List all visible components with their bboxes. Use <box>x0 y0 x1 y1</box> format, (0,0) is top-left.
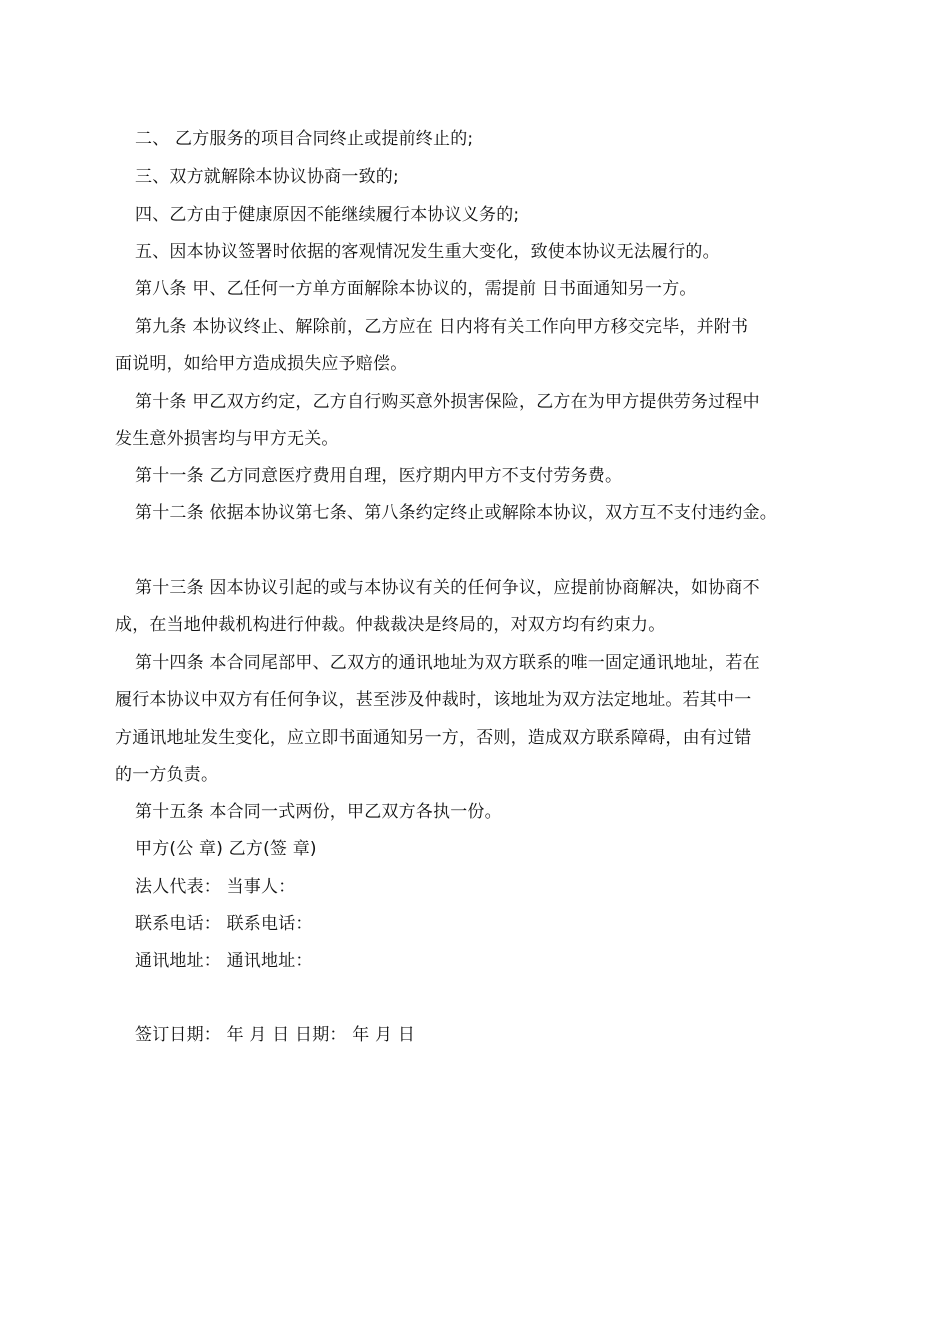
contact-phones: 联系电话： 联系电话： <box>135 914 313 934</box>
article-15: 第十五条 本合同一式两份，甲乙双方各执一份。 <box>135 802 502 822</box>
article-12: 第十二条 依据本协议第七条、第八条约定终止或解除本协议，双方互不支付违约金。 <box>135 503 778 523</box>
article-14-line-1: 第十四条 本合同尾部甲、乙双方的通讯地址为双方联系的唯一固定通讯地址，若在 <box>135 653 760 673</box>
party-seals: 甲方(公 章) 乙方(签 章) <box>135 839 317 859</box>
signatory-representatives: 法人代表： 当事人： <box>135 877 296 897</box>
clause-item-3: 三、双方就解除本协议协商一致的; <box>135 167 399 187</box>
article-10-line-2: 发生意外损害均与甲方无关。 <box>115 429 339 449</box>
article-10-line-1: 第十条 甲乙双方约定，乙方自行购买意外损害保险，乙方在为甲方提供劳务过程中 <box>135 392 760 412</box>
article-13-line-1: 第十三条 因本协议引起的或与本协议有关的任何争议，应提前协商解决，如协商不 <box>135 578 760 598</box>
mailing-addresses: 通讯地址： 通讯地址： <box>135 951 313 971</box>
article-9-line-1: 第九条 本协议终止、解除前，乙方应在 日内将有关工作向甲方移交完毕，并附书 <box>135 317 749 337</box>
article-13-line-2: 成，在当地仲裁机构进行仲裁。仲裁裁决是终局的，对双方均有约束力。 <box>115 615 666 635</box>
article-14-line-4: 的一方负责。 <box>115 765 219 785</box>
clause-item-2: 二、 乙方服务的项目合同终止或提前终止的; <box>135 129 474 149</box>
clause-item-4: 四、乙方由于健康原因不能继续履行本协议义务的; <box>135 205 520 225</box>
article-11: 第十一条 乙方同意医疗费用自理，医疗期内甲方不支付劳务费。 <box>135 466 623 486</box>
article-14-line-2: 履行本协议中双方有任何争议，甚至涉及仲裁时，该地址为双方法定地址。若其中一 <box>115 690 752 710</box>
article-8: 第八条 甲、乙任何一方单方面解除本协议的，需提前 日书面通知另一方。 <box>135 279 697 299</box>
article-14-line-3: 方通讯地址发生变化，应立即书面通知另一方，否则，造成双方联系障碍，由有过错 <box>115 728 752 748</box>
clause-item-5: 五、因本协议签署时依据的客观情况发生重大变化，致使本协议无法履行的。 <box>135 242 720 262</box>
article-9-line-2: 面说明，如给甲方造成损失应予赔偿。 <box>115 354 408 374</box>
signing-dates: 签订日期： 年 月 日 日期： 年 月 日 <box>135 1025 416 1045</box>
